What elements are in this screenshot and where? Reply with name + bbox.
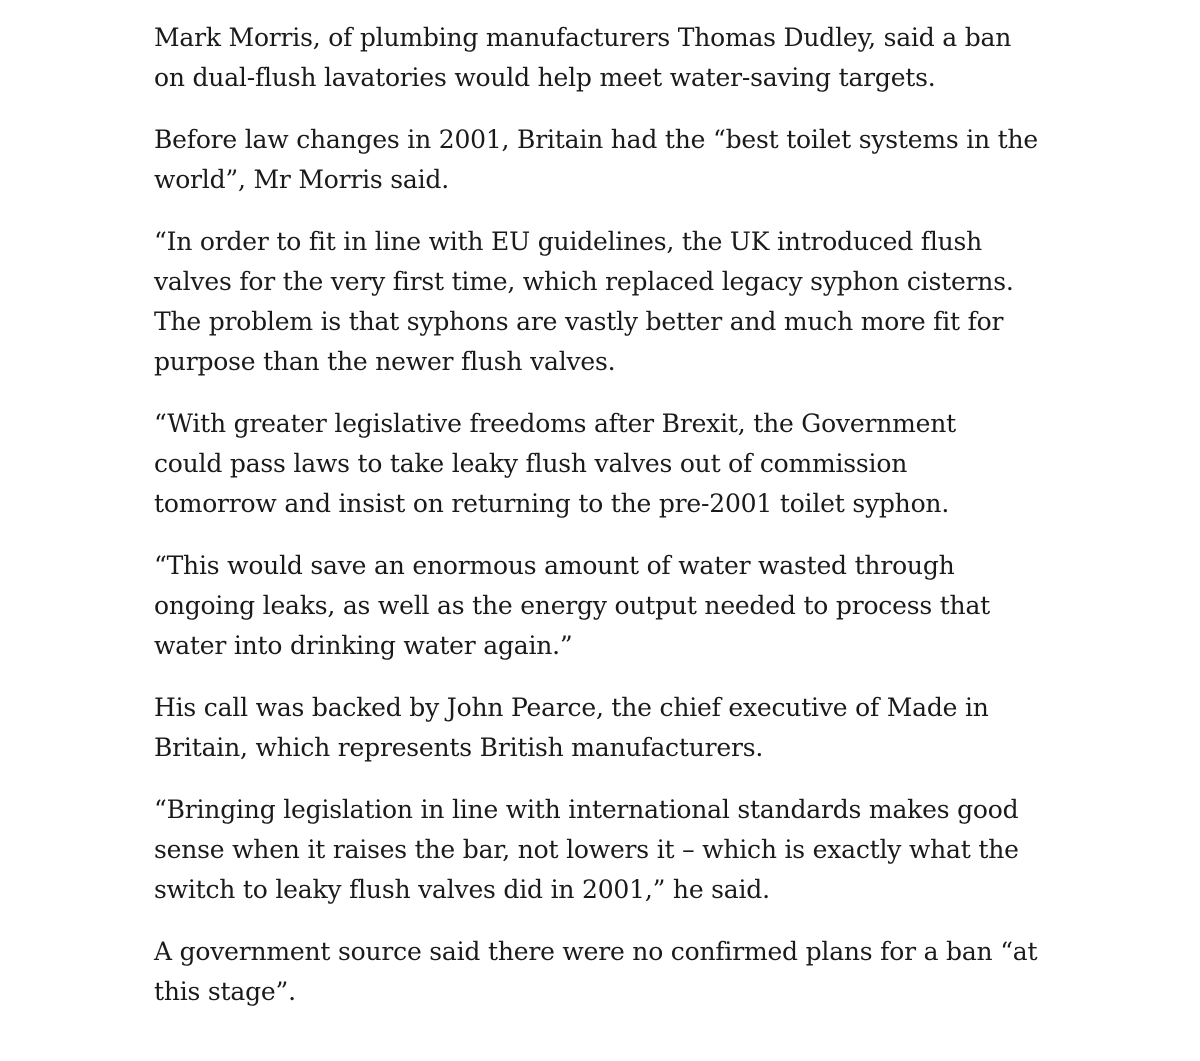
paragraph-2: Before law changes in 2001, Britain had the “best toilet systems in the world”, Mr Morris said.: [154, 125, 1038, 194]
article-body: [154, 18, 1054, 1034]
paragraph-6: His call was backed by John Pearce, the chief executive of Made in Britain, which represents British manufacturers.: [154, 693, 989, 762]
paragraph-7: “Bringing legislation in line with international standards makes good sense when it raises the bar, not lowers it – which is exactly what the switch to leaky flush valves did in 2001,” he said.: [154, 795, 1019, 904]
paragraph-1: Mark Morris, of plumbing manufacturers Thomas Dudley, said a ban on dual-flush lavatories would help meet water-saving targets.: [154, 23, 1012, 92]
paragraph-3: “In order to fit in line with EU guidelines, the UK introduced flush valves for the very first time, which replaced legacy syphon cisterns. The problem is that syphons are vastly better and much more fit for purpose than the newer flush valves.: [154, 227, 1014, 376]
paragraph-5: “This would save an enormous amount of water wasted through ongoing leaks, as well as the energy output needed to process that water into drinking water again.”: [154, 551, 991, 660]
paragraph-4: “With greater legislative freedoms after Brexit, the Government could pass laws to take leaky flush valves out of commission tomorrow and insist on returning to the pre-2001 toilet syphon.: [154, 409, 956, 518]
paragraph-8: A government source said there were no confirmed plans for a ban “at this stage”.: [154, 937, 1038, 1006]
